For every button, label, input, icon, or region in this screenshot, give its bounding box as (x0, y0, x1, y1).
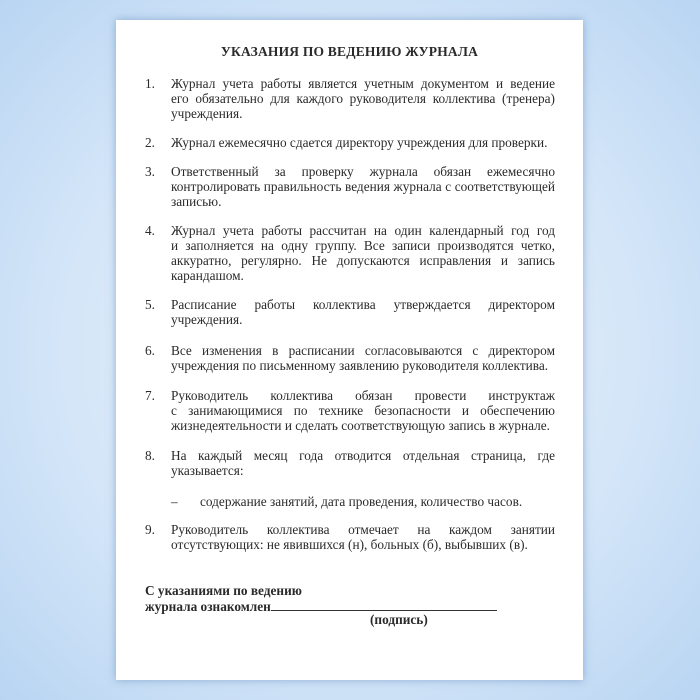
signature-underline (271, 598, 497, 611)
item-text (171, 76, 555, 121)
item-text-line: учреждения. (171, 312, 243, 327)
item-text-line: и заполняется на одну группу. Все записи производятся четко, (171, 238, 555, 253)
item-text-line: На каждый месяц года отводится отдельная страница, где (171, 448, 555, 463)
item-number: 3. (145, 164, 155, 179)
item-text-line: Журнал учета работы является учетным документом и ведение (171, 76, 555, 91)
document-title: УКАЗАНИЯ ПО ВЕДЕНИЮ ЖУРНАЛА (220, 44, 479, 59)
item-text (171, 522, 555, 552)
item-number: 9. (145, 522, 155, 537)
sub-item-bullet: – (171, 494, 178, 509)
document-page (116, 20, 583, 680)
item-text-line: жизнедеятельности и сделать соответствующую запись в журнале. (171, 418, 550, 433)
item-number: 1. (145, 76, 155, 91)
item-text-line: аккуратно, регулярно. Не допускаются исправления и запись (171, 253, 555, 268)
item-text (171, 223, 555, 283)
item-number: 6. (145, 343, 155, 358)
item-text-line: Ответственный за проверку журнала обязан ежемесячно (171, 164, 555, 179)
item-text-line: контролировать правильность ведения журнала с соответствующей (171, 179, 555, 194)
item-text (171, 135, 555, 150)
item-text (171, 164, 555, 209)
item-number: 8. (145, 448, 155, 463)
item-text-line: Все изменения в расписании согласовываются с директором (171, 343, 555, 358)
item-text-line: Журнал ежемесячно сдается директору учреждения для проверки. (171, 135, 548, 150)
item-number: 2. (145, 135, 155, 150)
item-text-line: отсутствующих: не явившихся (н), больных (б), выбывших (в). (171, 537, 528, 552)
item-text (171, 343, 555, 373)
sub-item-text: содержание занятий, дата проведения, количество часов. (200, 494, 523, 509)
item-text (171, 388, 555, 433)
signature-caption: (подпись) (370, 612, 428, 627)
signature-line1: С указаниями по ведению (145, 583, 302, 598)
item-text-line: Руководитель коллектива обязан провести инструктаж (171, 388, 555, 403)
item-text-line: записью. (171, 194, 222, 209)
item-text-line: с занимающимися по технике безопасности и обеспечению (171, 403, 555, 418)
item-text-line: учреждения по письменному заявлению руководителя коллектива. (171, 358, 549, 373)
item-text (171, 448, 555, 478)
item-text-line: Расписание работы коллектива утверждается директором (171, 297, 555, 312)
item-text-line: указывается: (171, 463, 244, 478)
item-text-line: Журнал учета работы рассчитан на один календарный год год (171, 223, 555, 238)
item-number: 5. (145, 297, 155, 312)
item-text-line: карандашом. (171, 268, 244, 283)
signature-block (145, 583, 497, 614)
item-number: 7. (145, 388, 155, 403)
item-text (171, 297, 555, 327)
signature-line2: журнала ознакомлен (145, 599, 271, 614)
item-text-line: его обязательно для каждого руководителя коллектива (тренера) (171, 91, 555, 106)
item-number: 4. (145, 223, 155, 238)
item-text-line: Руководитель коллектива отмечает на каждом занятии (171, 522, 555, 537)
item-text-line: учреждения. (171, 106, 243, 121)
